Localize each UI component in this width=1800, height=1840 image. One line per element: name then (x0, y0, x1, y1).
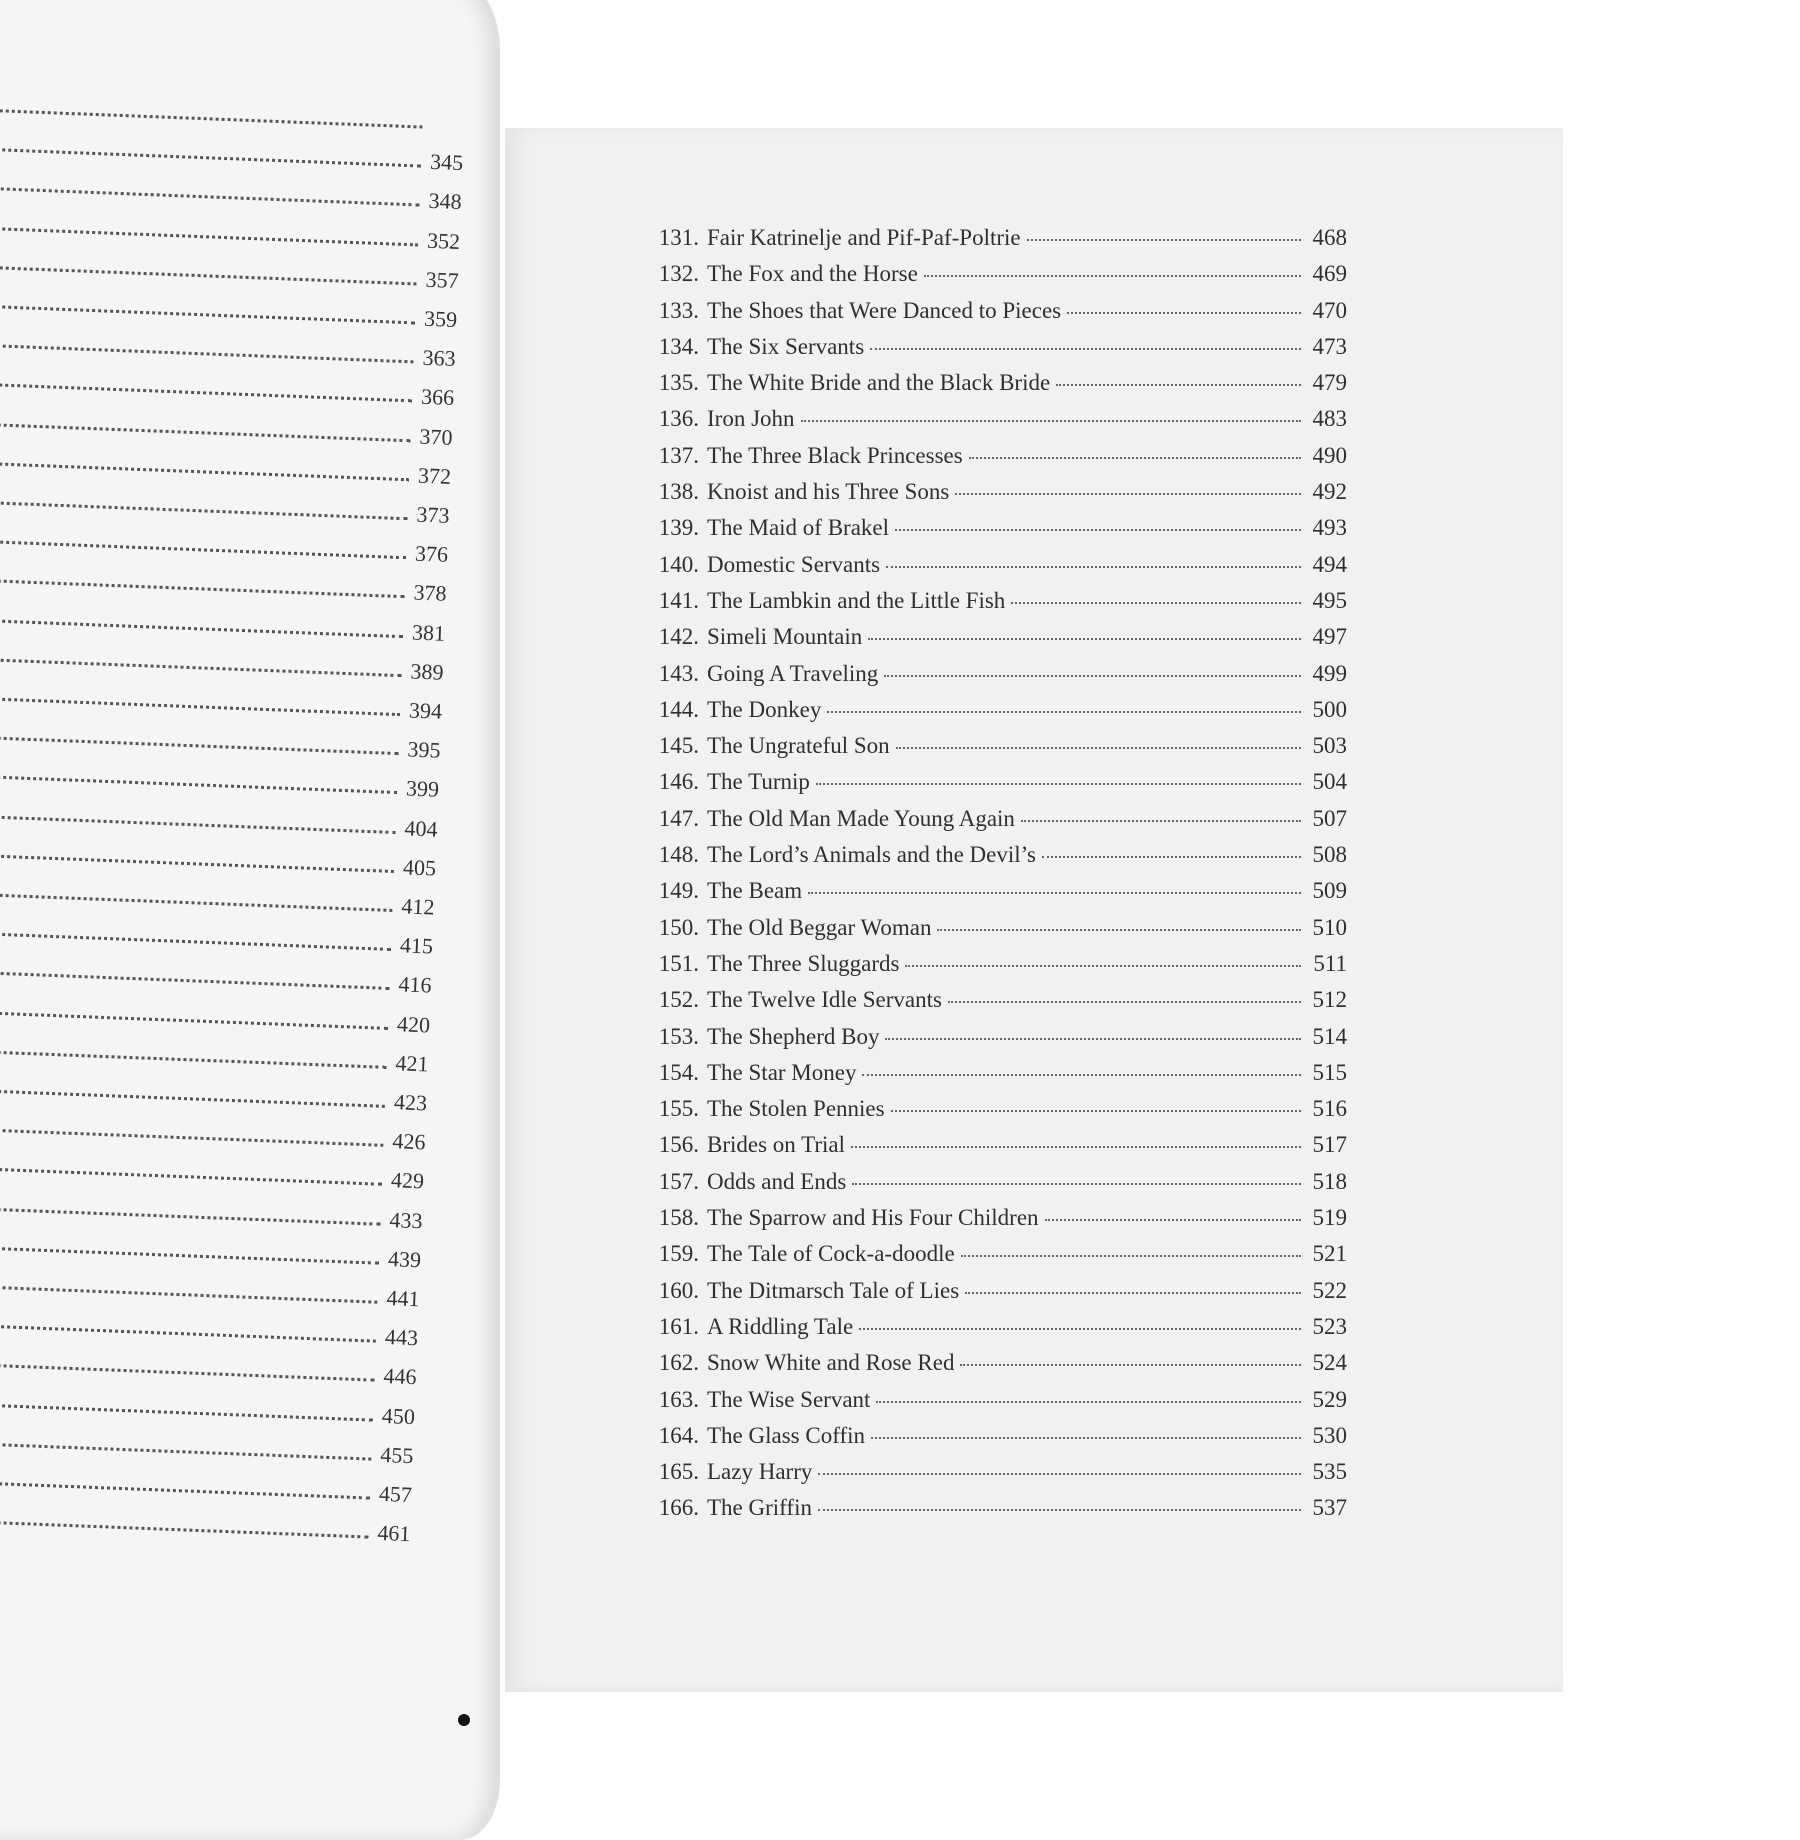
toc-entry-title: The Maid of Brakel (707, 515, 890, 541)
toc-leader-dots (801, 420, 1301, 422)
toc-entry-page: 507 (1312, 805, 1347, 831)
toc-entry-page: 497 (1312, 624, 1347, 650)
toc-leader-dots (818, 1473, 1301, 1475)
toc-entry-number: 137. (658, 442, 699, 468)
spine-mark (458, 1714, 470, 1726)
toc-entry-title: Iron John (707, 406, 795, 432)
toc-leader-dots (1045, 1219, 1301, 1221)
toc-entry (647, 1169, 1347, 1205)
toc-entry-title: The Lambkin and the Little Fish (707, 587, 1006, 613)
left-toc-entry-page: 412 (401, 893, 436, 920)
toc-entry-page: 499 (1312, 660, 1347, 686)
toc-entry (647, 334, 1347, 370)
toc-entry-title: The Twelve Idle Servants (707, 987, 942, 1013)
toc-entry-number: 144. (658, 696, 699, 722)
toc-leader-dots (885, 1038, 1301, 1040)
toc-entry (647, 1423, 1347, 1459)
toc-entry-page: 530 (1312, 1422, 1347, 1448)
toc-leader-dots (891, 1110, 1301, 1112)
toc-entry-page: 492 (1312, 479, 1347, 505)
toc-entry (647, 406, 1347, 442)
toc-entry-page: 524 (1312, 1350, 1347, 1376)
toc-entry-page: 503 (1312, 733, 1347, 759)
toc-entry-page: 512 (1312, 987, 1347, 1013)
left-toc-entry-page: 399 (405, 775, 440, 803)
toc-entry (647, 769, 1347, 805)
toc-entry-title: The Beam (707, 878, 803, 904)
toc-leader-dots (960, 1364, 1301, 1366)
toc-entry-title: The Tale of Cock-a-doodle (707, 1241, 955, 1267)
toc-leader-dots (896, 747, 1301, 749)
left-toc-entry-page: 345 (429, 149, 464, 176)
toc-entry-number: 152. (658, 987, 699, 1013)
toc-entry-page: 500 (1312, 696, 1347, 722)
toc-entry-number: 151. (658, 950, 699, 976)
left-toc-list (0, 10, 500, 1840)
toc-leader-dots (895, 529, 1301, 531)
toc-entry (647, 515, 1347, 551)
toc-entry-title: The Fox and the Horse (707, 261, 918, 287)
toc-entry-page: 537 (1312, 1495, 1347, 1521)
toc-leader-dots (818, 1509, 1301, 1511)
toc-entry-number: 159. (658, 1241, 699, 1267)
left-toc-entry-page: 423 (393, 1089, 428, 1116)
toc-entry (647, 1387, 1347, 1423)
toc-entry (647, 1096, 1347, 1132)
toc-entry (647, 552, 1347, 588)
toc-entry-page: 511 (1313, 950, 1347, 976)
left-toc-entry-page: 415 (399, 932, 434, 959)
left-toc-entry-page: 450 (381, 1402, 416, 1429)
toc-leader-dots (808, 892, 1301, 894)
toc-entry (647, 842, 1347, 878)
toc-entry-number: 160. (658, 1277, 699, 1303)
toc-leader-dots (1056, 384, 1301, 386)
toc-entry-title: The Ditmarsch Tale of Lies (707, 1277, 960, 1303)
left-toc-entry-page: 404 (404, 814, 439, 842)
toc-entry (647, 951, 1347, 987)
toc-entry-number: 139. (658, 515, 699, 541)
toc-entry-page: 519 (1312, 1205, 1347, 1231)
toc-entry-number: 165. (658, 1459, 699, 1485)
toc-leader-dots (852, 1183, 1301, 1185)
toc-entry-number: 158. (658, 1205, 699, 1231)
toc-entry-title: The Ungrateful Son (707, 733, 890, 759)
toc-entry-title: Odds and Ends (707, 1168, 847, 1194)
left-toc-entry-page: 457 (378, 1480, 413, 1508)
toc-entry (647, 1024, 1347, 1060)
toc-leader-dots (1011, 602, 1301, 604)
toc-entry (647, 1241, 1347, 1277)
toc-entry-title: Brides on Trial (707, 1132, 846, 1158)
toc-entry-page: 510 (1312, 914, 1347, 940)
toc-entry-page: 469 (1312, 261, 1347, 287)
toc-entry-page: 479 (1312, 370, 1347, 396)
toc-entry (647, 443, 1347, 479)
left-toc-entry-page: 370 (419, 423, 454, 450)
toc-entry-page: 521 (1312, 1241, 1347, 1267)
toc-entry-title: Lazy Harry (707, 1459, 813, 1485)
toc-entry-page: 468 (1312, 225, 1347, 250)
toc-entry-number: 143. (658, 660, 699, 686)
toc-entry-number: 154. (658, 1059, 699, 1085)
left-toc-entry-page: 439 (387, 1245, 422, 1273)
toc-leader-dots (816, 783, 1301, 785)
toc-entry (647, 624, 1347, 660)
toc-entry-number: 162. (658, 1350, 699, 1376)
toc-entry-number: 131. (658, 225, 699, 250)
toc-leader-dots (851, 1146, 1301, 1148)
left-toc-entry-page: 443 (384, 1324, 419, 1351)
toc-leader-dots (1067, 312, 1301, 314)
left-toc-entry-page: 381 (411, 619, 446, 646)
toc-entry-number: 146. (658, 769, 699, 795)
toc-leader-dots (1042, 856, 1301, 858)
toc-entry-page: 504 (1312, 769, 1347, 795)
toc-leader-dots (961, 1255, 1301, 1257)
left-toc-entry-page: 433 (389, 1206, 423, 1233)
toc-entry-page: 517 (1312, 1132, 1347, 1158)
toc-entry-number: 140. (658, 551, 699, 577)
left-toc-entry-page: 373 (416, 501, 451, 528)
toc-leader-dots (886, 566, 1301, 568)
toc-entry-title: The Six Servants (707, 333, 865, 359)
toc-entry (647, 697, 1347, 733)
toc-entry-page: 493 (1312, 515, 1347, 541)
left-toc-entry-page: 395 (407, 736, 442, 763)
toc-entry-page: 495 (1312, 587, 1347, 613)
toc-leader-dots (827, 711, 1301, 713)
toc-entry (647, 1459, 1347, 1495)
left-toc-entry-page: 366 (420, 384, 455, 411)
toc-leader-dots (859, 1328, 1301, 1330)
toc-entry-title: The Star Money (707, 1059, 857, 1085)
toc-entry-number: 149. (658, 878, 699, 904)
toc-leader-dots (965, 1292, 1301, 1294)
left-toc-leader-dots (0, 1511, 368, 1539)
toc-entry-number: 166. (658, 1495, 699, 1521)
left-page (0, 0, 500, 1840)
toc-entry-page: 473 (1312, 333, 1347, 359)
toc-entry (647, 298, 1347, 334)
toc-entry (647, 261, 1347, 297)
toc-entry-title: A Riddling Tale (707, 1313, 854, 1339)
toc-entry-title: The Wise Servant (707, 1386, 871, 1412)
toc-entry-title: The Three Sluggards (707, 950, 900, 976)
left-toc-entry-page: 441 (386, 1285, 420, 1312)
toc-entry (647, 1060, 1347, 1096)
toc-entry-number: 132. (658, 261, 699, 287)
left-toc-entry-page: 378 (413, 579, 448, 607)
left-toc-entry-page: 363 (422, 344, 457, 372)
toc-entry (647, 225, 1347, 261)
toc-entry-page: 529 (1312, 1386, 1347, 1412)
left-toc-entry-page: 446 (383, 1363, 417, 1390)
toc-leader-dots (871, 1437, 1301, 1439)
toc-list (647, 225, 1347, 1532)
toc-entry (647, 1278, 1347, 1314)
toc-leader-dots (868, 638, 1301, 640)
left-toc-entry-page: 352 (426, 227, 461, 254)
toc-entry-page: 523 (1312, 1313, 1347, 1339)
toc-entry-number: 145. (658, 733, 699, 759)
toc-entry-number: 135. (658, 370, 699, 396)
toc-entry (647, 1205, 1347, 1241)
toc-leader-dots (955, 493, 1301, 495)
toc-entry-page: 516 (1312, 1096, 1347, 1122)
left-toc-entry-page: 429 (390, 1167, 425, 1194)
toc-entry-title: Knoist and his Three Sons (707, 479, 950, 505)
toc-entry-title: The Glass Coffin (707, 1422, 866, 1448)
toc-entry-title: Snow White and Rose Red (707, 1350, 955, 1376)
left-toc-entry-page: 372 (417, 462, 452, 489)
left-toc-entry-page: 376 (414, 540, 449, 568)
toc-entry (647, 878, 1347, 914)
toc-entry-number: 163. (658, 1386, 699, 1412)
toc-leader-dots (884, 675, 1301, 677)
toc-entry-page: 509 (1312, 878, 1347, 904)
toc-entry-number: 157. (658, 1168, 699, 1194)
toc-entry-page: 535 (1312, 1459, 1347, 1485)
toc-entry-page: 483 (1312, 406, 1347, 432)
toc-entry-number: 136. (658, 406, 699, 432)
toc-entry-title: The Three Black Princesses (707, 442, 963, 468)
toc-leader-dots (948, 1001, 1301, 1003)
toc-entry (647, 479, 1347, 515)
toc-entry-title: The Shoes that Were Danced to Pieces (707, 297, 1062, 323)
toc-leader-dots (876, 1401, 1301, 1403)
toc-entry-title: The Griffin (707, 1495, 812, 1521)
left-toc-entry-page: 394 (408, 697, 443, 724)
toc-entry-page: 522 (1312, 1277, 1347, 1303)
toc-entry-title: The White Bride and the Black Bride (707, 370, 1051, 396)
toc-entry-page: 494 (1312, 551, 1347, 577)
toc-entry (647, 733, 1347, 769)
toc-leader-dots (862, 1074, 1301, 1076)
toc-entry-title: Fair Katrinelje and Pif-Paf-Poltrie (707, 225, 1021, 250)
toc-entry (647, 1132, 1347, 1168)
toc-entry-number: 142. (658, 624, 699, 650)
toc-entry-page: 514 (1312, 1023, 1347, 1049)
toc-entry-page: 470 (1312, 297, 1347, 323)
toc-entry-page: 515 (1312, 1059, 1347, 1085)
toc-entry-title: Simeli Mountain (707, 624, 863, 650)
left-toc-entry-page: 348 (428, 188, 463, 215)
toc-entry-number: 150. (658, 914, 699, 940)
toc-entry-number: 147. (658, 805, 699, 831)
toc-entry (647, 588, 1347, 624)
toc-entry (647, 370, 1347, 406)
toc-leader-dots (937, 929, 1301, 931)
toc-entry-page: 490 (1312, 442, 1347, 468)
toc-entry-number: 133. (658, 297, 699, 323)
toc-entry-title: The Stolen Pennies (707, 1096, 885, 1122)
toc-entry-number: 161. (658, 1313, 699, 1339)
toc-entry-number: 164. (658, 1422, 699, 1448)
left-toc-entry-page: 421 (395, 1050, 429, 1077)
left-toc-entry-page: 359 (423, 305, 458, 333)
left-toc-entry-page: 420 (396, 1010, 431, 1038)
left-toc-entry-page: 455 (380, 1441, 414, 1468)
toc-entry (647, 987, 1347, 1023)
toc-entry-number: 153. (658, 1023, 699, 1049)
right-page (505, 128, 1563, 1692)
toc-entry-title: The Old Beggar Woman (707, 914, 932, 940)
toc-entry-number: 148. (658, 842, 699, 868)
toc-leader-dots (1021, 820, 1301, 822)
toc-leader-dots (905, 965, 1301, 967)
left-toc-entry-page: 416 (398, 971, 432, 998)
toc-entry-title: The Old Man Made Young Again (707, 805, 1015, 831)
toc-entry-number: 141. (658, 587, 699, 613)
toc-entry-number: 134. (658, 333, 699, 359)
left-toc-entry-page: 461 (376, 1520, 411, 1547)
toc-entry-title: Going A Traveling (707, 660, 879, 686)
toc-leader-dots (969, 457, 1301, 459)
toc-entry-number: 138. (658, 479, 699, 505)
left-toc-entry-page: 405 (402, 854, 437, 881)
toc-entry-page: 518 (1312, 1168, 1347, 1194)
toc-entry (647, 1314, 1347, 1350)
toc-entry (647, 661, 1347, 697)
toc-entry-title: The Lord’s Animals and the Devil’s (707, 842, 1036, 868)
left-toc-entry-page: 389 (410, 658, 445, 685)
toc-entry-page: 508 (1312, 842, 1347, 868)
toc-entry-number: 155. (658, 1096, 699, 1122)
toc-entry-title: The Sparrow and His Four Children (707, 1205, 1039, 1231)
toc-entry-title: Domestic Servants (707, 551, 881, 577)
toc-entry-title: The Shepherd Boy (707, 1023, 880, 1049)
toc-entry (647, 806, 1347, 842)
left-toc-entry-page: 426 (392, 1128, 426, 1155)
toc-entry-number: 156. (658, 1132, 699, 1158)
toc-entry-title: The Turnip (707, 769, 810, 795)
toc-leader-dots (870, 348, 1301, 350)
toc-entry (647, 1350, 1347, 1386)
toc-entry-title: The Donkey (707, 696, 822, 722)
toc-entry (647, 915, 1347, 951)
toc-entry (647, 1495, 1347, 1531)
toc-leader-dots (1027, 239, 1301, 241)
toc-leader-dots (924, 275, 1301, 277)
left-toc-entry-page: 357 (425, 266, 460, 293)
